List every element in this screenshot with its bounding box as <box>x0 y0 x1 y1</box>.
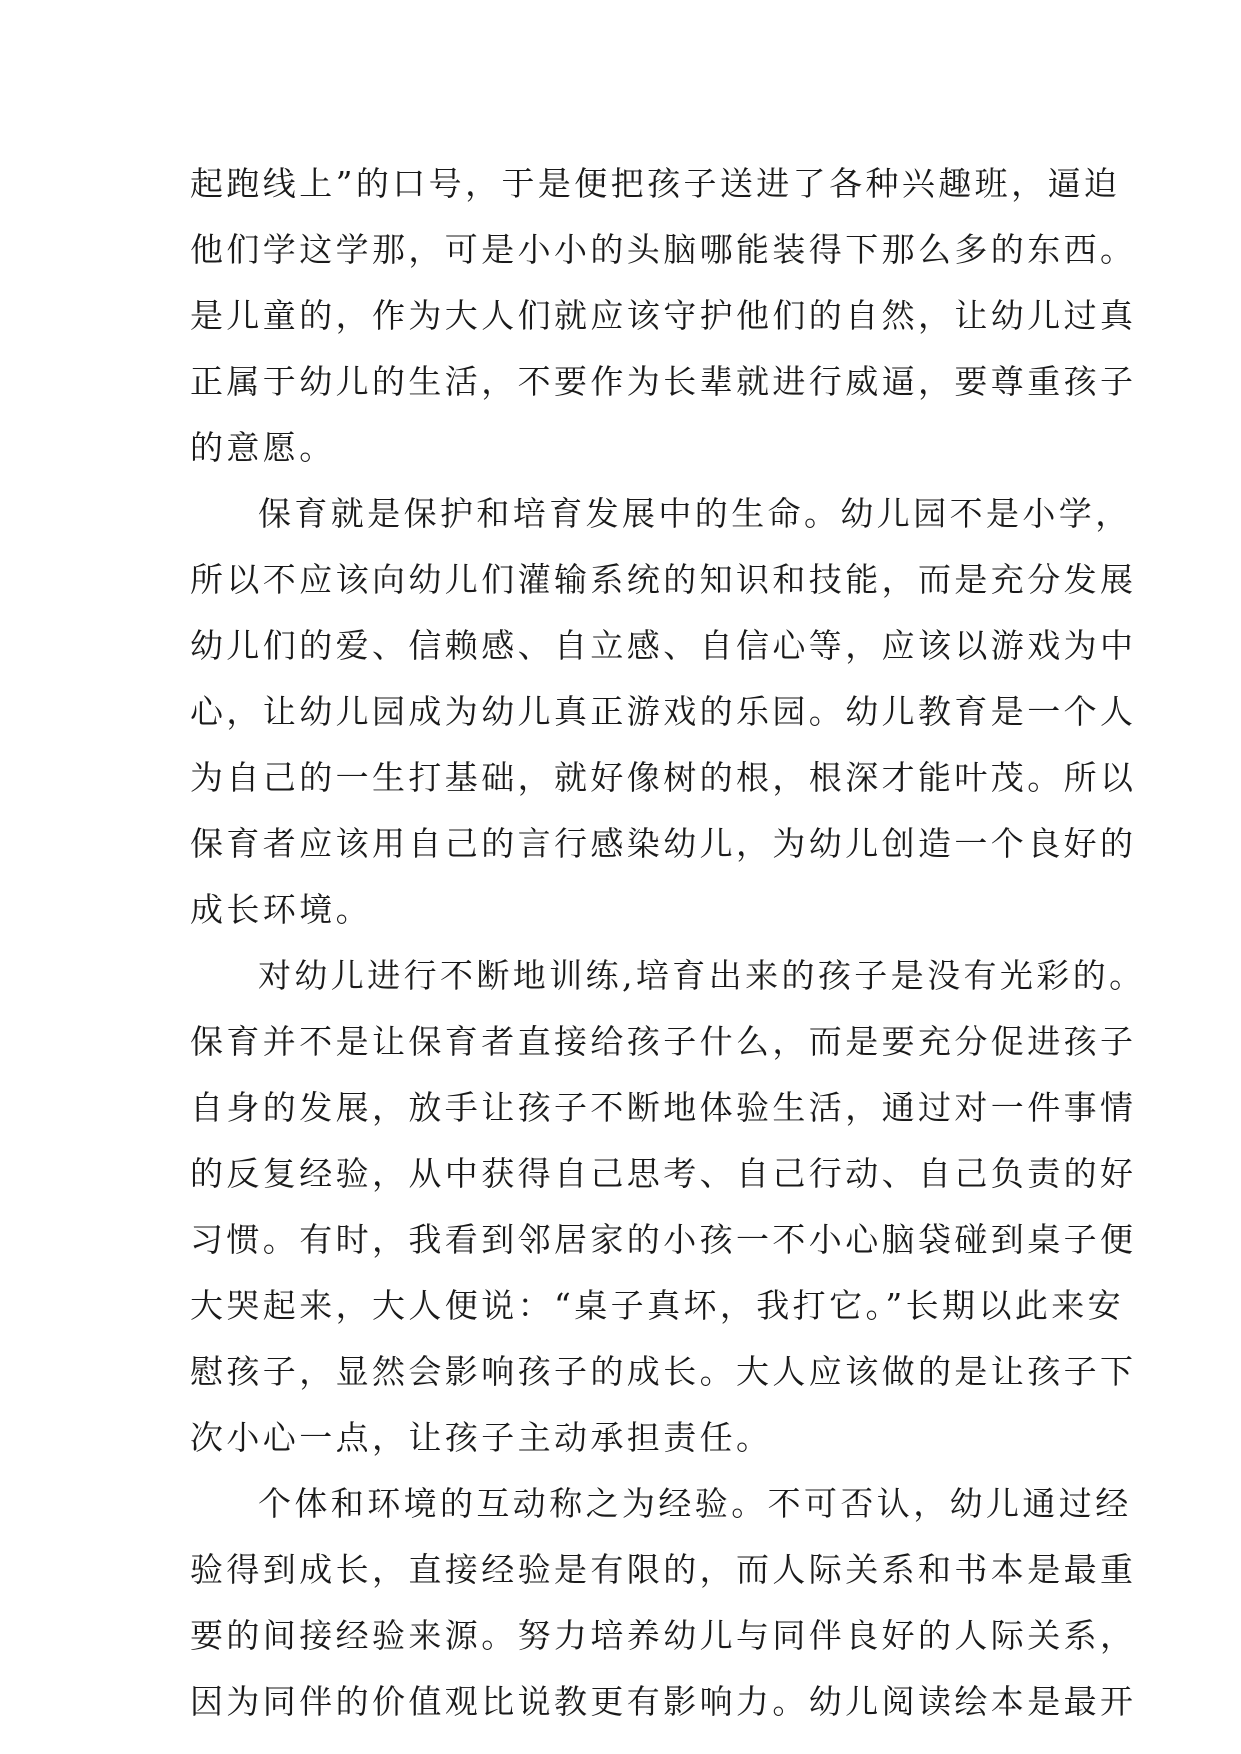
text-line: 保育就是保护和培育发展中的生命。幼儿园不是小学， <box>258 494 1132 533</box>
text-line: 是儿童的，作为大人们就应该守护他们的自然，让幼儿过真 <box>190 296 1137 335</box>
text-line: 的反复经验，从中获得自己思考、自己行动、自己负责的好 <box>190 1154 1137 1193</box>
text-line: 起跑线上”的口号，于是便把孩子送进了各种兴趣班，逼迫 <box>190 164 1121 203</box>
text-line: 他们学这学那，可是小小的头脑哪能装得下那么多的东西。 <box>190 230 1137 269</box>
text-line: 所以不应该向幼儿们灌输系统的知识和技能，而是充分发展 <box>190 560 1137 599</box>
text-line: 次小心一点，让孩子主动承担责任。 <box>190 1418 773 1457</box>
text-line: 正属于幼儿的生活，不要作为长辈就进行威逼，要尊重孩子 <box>190 362 1137 401</box>
text-line: 个体和环境的互动称之为经验。不可否认，幼儿通过经 <box>258 1484 1132 1523</box>
text-line: 要的间接经验来源。努力培养幼儿与同伴良好的人际关系， <box>190 1616 1137 1655</box>
text-line: 因为同伴的价值观比说教更有影响力。幼儿阅读绘本是最开 <box>190 1682 1137 1721</box>
text-line: 保育者应该用自己的言行感染幼儿，为幼儿创造一个良好的 <box>190 824 1137 863</box>
text-line: 对幼儿进行不断地训练,培育出来的孩子是没有光彩的。 <box>258 956 1146 995</box>
text-line: 慰孩子，显然会影响孩子的成长。大人应该做的是让孩子下 <box>190 1352 1137 1391</box>
text-line: 验得到成长，直接经验是有限的，而人际关系和书本是最重 <box>190 1550 1137 1589</box>
text-line: 成长环境。 <box>190 890 372 929</box>
text-line: 为自己的一生打基础，就好像树的根，根深才能叶茂。所以 <box>190 758 1137 797</box>
text-line: 的意愿。 <box>190 428 336 467</box>
text-line: 幼儿们的爱、信赖感、自立感、自信心等，应该以游戏为中 <box>190 626 1137 665</box>
text-line: 习惯。有时，我看到邻居家的小孩一不小心脑袋碰到桌子便 <box>190 1220 1137 1259</box>
text-line: 保育并不是让保育者直接给孩子什么，而是要充分促进孩子 <box>190 1022 1137 1061</box>
text-line: 心，让幼儿园成为幼儿真正游戏的乐园。幼儿教育是一个人 <box>190 692 1137 731</box>
text-line: 大哭起来，大人便说：“桌子真坏，我打它。”长期以此来安 <box>190 1286 1125 1325</box>
text-line: 自身的发展，放手让孩子不断地体验生活，通过对一件事情 <box>190 1088 1137 1127</box>
